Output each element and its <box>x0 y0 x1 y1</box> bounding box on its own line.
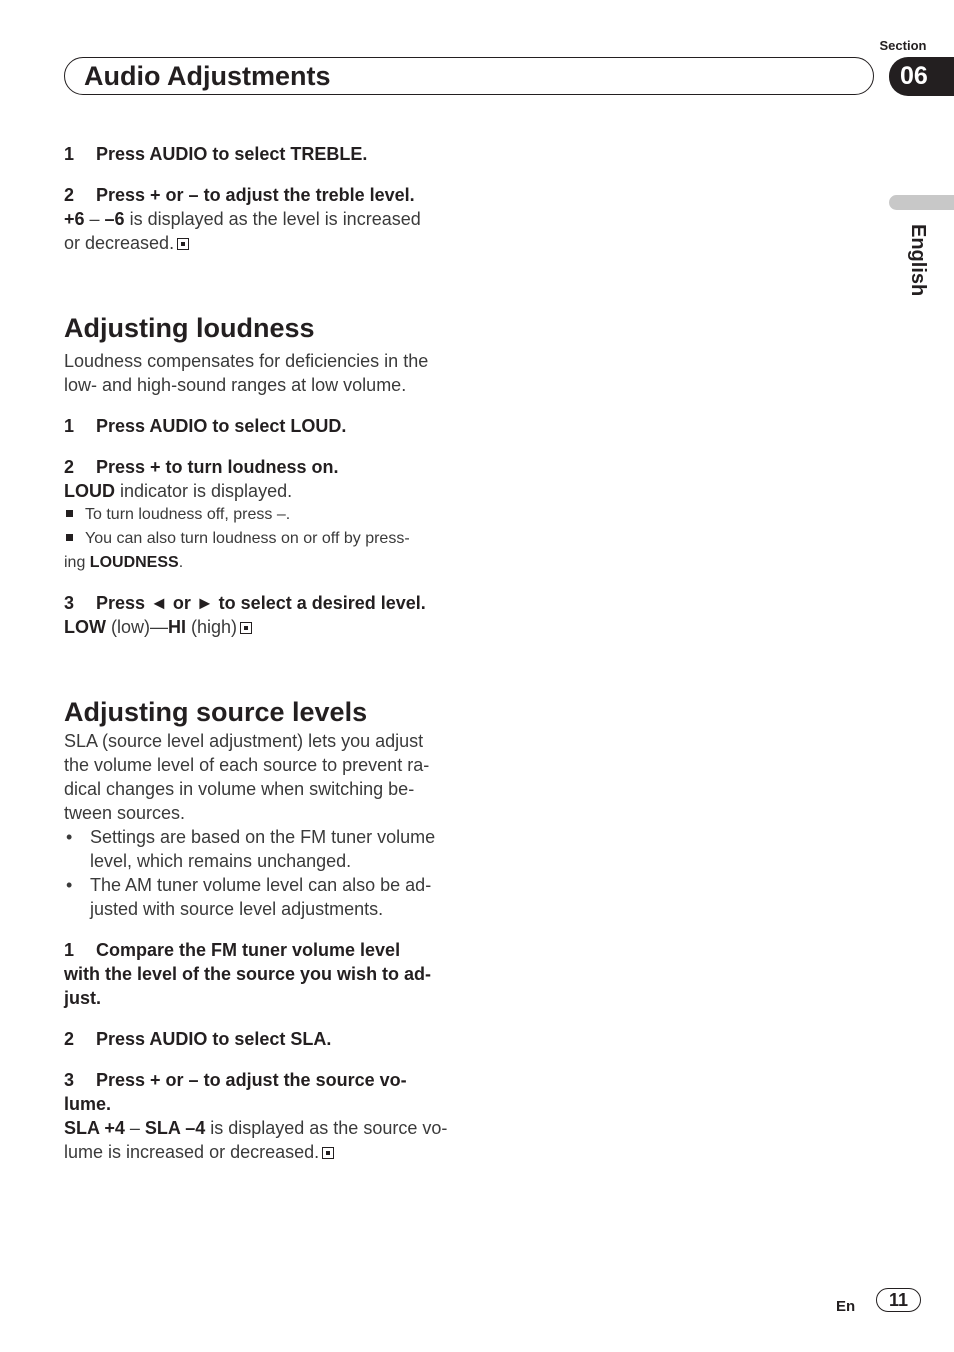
end-mark-icon <box>177 238 189 250</box>
loudness-step-3: 3 Press ◄ or ► to select a desired level. <box>64 593 426 613</box>
page-title: Audio Adjustments <box>84 61 331 91</box>
loudness-levels: LOW (low)—HI (high) <box>64 615 456 639</box>
source-levels-step-3: 3 Press + or – to adjust the source vo- <box>64 1070 407 1090</box>
language-label: English <box>907 224 929 297</box>
section-label: Section <box>879 38 927 53</box>
source-levels-description: SLA +4 – SLA –4 is displayed as the source vo- <box>64 1118 448 1138</box>
loudness-indicator-text: LOUD indicator is displayed. <box>64 481 293 501</box>
loudness-step-1: 1 Press AUDIO to select LOUD. <box>64 416 347 436</box>
treble-step-2: 2 Press + or – to adjust the treble level. <box>64 185 415 205</box>
source-levels-step-1: 1 Compare the FM tuner volume level <box>64 940 401 960</box>
main-column: 1 Press AUDIO to select TREBLE. 2 Press + or – to adjust the treble level. +6 – –6 is displayed as the level is increased or decreased. Adjusting loudness Loudness compensates for deficiencies in the low- and high-sound ranges at low volume. 1 Press AUDIO to select LOUD. 2 Press + to turn loudness on. LOUD indicator is displayed. To turn loudness off, press –. You can also turn loudness on or off by press- ing LOUDNESS. 3 Press ◄ or ► to select a desired level. LOW (low)—HI (high) Adjusting source levels SLA (source level adjustment) lets you adjust the volume level of each source to prevent ra- dical changes in volume when switching be- tween sources. • Settings are based on the FM tuner volume level, which remains unchanged. • The AM tuner volume level can also be ad- justed with source level adjustments. 1 Compare the FM tuner volume level with the level of the source you wish to ad- just. 2 Press AUDIO to select SLA. 3 Press + or – to adjust the source vo- lume. SLA +4 – SLA –4 is displayed as the source vo- lume is increased or decreased. <box>64 142 456 1164</box>
treble-step-1: 1 Press AUDIO to select TREBLE. <box>64 144 368 164</box>
bullet-dot-icon: • <box>66 827 73 847</box>
loudness-step-2: 2 Press + to turn loudness on. <box>64 457 339 477</box>
loudness-intro: Loudness compensates for deficiencies in the <box>64 351 429 371</box>
bullet-dot-icon: • <box>66 875 73 895</box>
language-tab <box>889 195 954 210</box>
source-levels-bullet-2: • The AM tuner volume level can also be ad- <box>66 875 432 895</box>
page-number: 11 <box>876 1288 921 1312</box>
loudness-heading: Adjusting loudness <box>64 313 315 343</box>
loudness-note-1: To turn loudness off, press –. <box>64 503 456 527</box>
source-levels-heading: Adjusting source levels <box>64 697 368 727</box>
source-levels-intro: SLA (source level adjustment) lets you adjust <box>64 731 424 751</box>
source-levels-step-2: 2 Press AUDIO to select SLA. <box>64 1029 332 1049</box>
square-bullet-icon <box>66 510 73 517</box>
end-mark-icon <box>322 1147 334 1159</box>
square-bullet-icon <box>66 534 73 541</box>
end-mark-icon <box>240 622 252 634</box>
treble-description: +6 – –6 is displayed as the level is increased <box>64 209 421 229</box>
loudness-note-2: You can also turn loudness on or off by press- <box>64 527 456 551</box>
source-levels-bullet-1: • Settings are based on the FM tuner volume <box>66 827 436 847</box>
language-code: En <box>836 1298 856 1315</box>
section-number-badge: 06 <box>889 57 954 96</box>
